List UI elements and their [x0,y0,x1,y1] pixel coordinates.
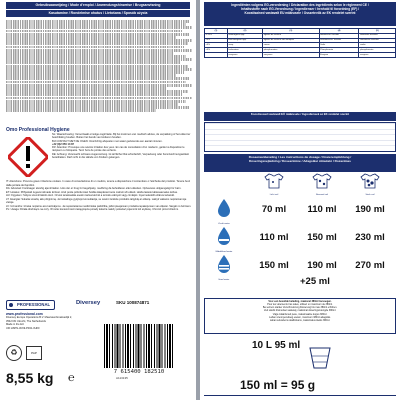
shirt-caption: Normaal vuil [315,194,329,196]
dose-hard-light: 150 ml [259,260,289,271]
table-row [205,52,396,57]
dosage-header-line: Doseeraanbeveling / Les instructions de dosage / Dosierempfehlung / [248,155,352,159]
shirt-caption: Licht vuil [269,194,279,196]
table-cell: nichtionische Tenside [319,38,359,43]
water-medium [204,226,244,254]
dose-hard-heavy: 270 ml [355,260,385,271]
table-header: (5) [359,29,396,34]
table-cell: niet-ionogene opp. [227,38,262,43]
fine-print-block [6,20,192,112]
barcode-number: 7 615400 182510 [113,369,165,375]
language-warning: LV: Uzmanību: Izraisa nopietnu acu kairinājumu. Ja nepieciešama medicīniska palīdzība, jābūt pieejamam produkta iepakojumam vai etiķetei. Sargāt no bērniem. [6,204,192,208]
light-soil-shirt-icon [263,173,285,189]
table-cell: Enzyme [319,52,359,57]
table-cell: savon [263,43,320,48]
table-cell: agents de surface [263,33,320,38]
soil-level-row [204,173,396,197]
table-cell: nonioniske tensider [359,38,396,43]
ingredients-header [204,2,396,26]
table-cell: anionogene opp. [227,33,262,38]
dosage-header [204,154,396,172]
water-caption: Hard water [218,279,230,281]
table-cell: zeep [227,43,262,48]
diversey-logo: Diversey [76,300,101,306]
ingredients-header-line: Ingrediënten volgens EG-verordening / Déclaration des ingrédients selon le règlement CE / [231,3,369,7]
table-header: (2) [227,29,262,34]
dose-medium-normal: 150 ml [307,232,337,243]
shirt-caption: Sterk vuil [365,194,375,196]
barcode-sub: A113135 [116,376,128,380]
instructions-header: Gebruiksaanwijzing / Mode d'emploi / Anwendungshinweise / Brugsanvisning [6,2,190,9]
dosage-header-line: Doseringsvejledning / Doseerimine / Adagolási útmutató / Dozavimas [249,159,351,163]
table-cell: <5% [205,38,228,43]
table-cell: phosphonates [263,48,320,53]
info-line: Lahan szennyezettség esetén, maximum 380ml adagolás. [269,315,331,319]
address-line: Diversey Europe Operations B.V. Maarssenbroeksedijk 2, [6,316,73,320]
volume-weight-ratio: 150 ml = 95 g [240,378,316,392]
table-cell: <5% [205,48,228,53]
language-warning: PL: Uwaga: Działa drażniąco na oczy. W razie konieczności zasięgnięcia porady lekarza należy pokazać pojemnik lub etykietę. Chronić przed dziećmi. [6,208,179,211]
table-cell: anioniske tensider [359,33,396,38]
recycle-icon: ♻ [6,345,22,361]
instructions-header-2: Kasutamine / Rondelmise ohutus / Lietošana / Sposób użycia [6,10,190,17]
dilution-ratio: 10 L 95 ml [252,340,301,351]
table-cell: enzymes [263,52,320,57]
extra-dose: +25 ml [300,276,330,287]
info-line: Ved stærkt tilsmudset vasketøj, maksimal doseringsmængde 380ml. [263,309,337,313]
dose-medium-heavy: 230 ml [355,232,385,243]
normal-soil-shirt-icon [311,173,333,189]
water-drop-hard-icon [215,254,233,274]
water-caption: Middelhard water [215,251,233,253]
address-line: Made in the EU [6,323,24,327]
info-line: Labai nešvariems skalbiniams, maksimalus kiekis 380ml. [269,318,331,322]
address-line: 3542 DN Utrecht, The Netherlands [6,319,46,323]
product-title: Omo Professional Hygiene [6,127,70,133]
warning-line: BIJ CONTACT MET DE OGEN: Voorzichtig afspoelen met water gedurende een aantal minuten. [52,139,163,143]
language-warning: IT: Attenzione: Provoca grave irritazione oculare. In caso di consultazione di un medico, tenere a disposizione il contenitore o l'etichetta del prodotto. Tenere fuori dalla portata dei bambini. [6,180,191,187]
water-hard [204,254,244,282]
ingredients-header-line: Inhaltsstoffe nach EG-Verordnung / Ingredienser i henhold til forordning (EF) / [240,7,360,11]
table-header: (3) [263,29,320,34]
table-cell: Seife [319,43,359,48]
soil-level-normal [300,173,344,197]
table-cell: sæbe [359,43,396,48]
soil-level-heavy [348,173,392,197]
brand-footer [6,298,194,398]
right-panel [200,0,400,400]
warning-line: NL: Waarschuwing: Veroorzaakt ernstige oogirritatie. Bij het inwinnen van medisch advies, de verpakking of het etiket ter beschikking houden. Buiten het bereik van kinderen houden. [52,133,191,140]
dose-soft-light: 70 ml [261,204,287,215]
secondary-ingredients-header: Koostisosad vastavalt EÜ määrusele / Ingrediensek az EK rendelet szerint [204,112,396,121]
table-cell: 5-15% [205,33,228,38]
language-warning: HU: Figyelem: Súlyos szemirritációt okoz. Orvosi tanácsadás esetén tartsa kéznél a termék edényét vagy címkéjét. Gyermekektől elzárva tartandó. [6,194,175,197]
soil-level-light [252,173,296,197]
water-soft [204,198,244,226]
estimated-sign-icon: ℮ [68,372,75,384]
water-drop-soft-icon [215,198,233,218]
company-address [6,313,72,330]
warning-line: DE: Achtung: Verursacht schwere Augenreizung. Ist ärztlicher Rat erforderlich, Verpackung oder Kennzeichnungsetikett bereithalten. Darf nicht in die Hände von Kindern gelangen. [52,152,189,159]
exclamation-hazard-icon [8,137,48,177]
table-cell: fosfonaten [227,48,262,53]
professional-label: PROFESSIONAL [17,302,51,307]
water-caption: Zacht water [218,223,230,225]
table-cell: enzymer [359,52,396,57]
left-panel [0,0,196,400]
table-cell: anionische Tenside [319,33,359,38]
address-line: UFI:HSPN-3C69-P002-VHKF [6,326,40,330]
dose-medium-light: 110 ml [259,232,289,243]
recycle-code-icon: PAP [26,346,42,360]
professional-logo [6,300,55,310]
dose-hard-normal: 190 ml [307,260,337,271]
logo-row [6,298,194,310]
sku-number: SKU 100874871 [116,300,150,305]
heavy-soil-info [204,298,396,334]
info-line: Bei extrem starker Verschmutzung Dosierung bis max 380ml erhöhen. [262,306,338,310]
language-warnings [6,180,194,212]
website-url: www.professional.com [6,312,43,316]
secondary-ingredients-grid [204,122,396,152]
dosage-grid [204,198,396,286]
barcode [96,318,182,380]
barcode-bars [104,324,174,368]
ingredients-table [204,28,396,58]
table-cell: agents de surface non ioniques [263,38,320,43]
dose-soft-heavy: 190 ml [355,204,385,215]
info-line: Väga määrdunud pesu, maksimaalne kogus 380ml. [272,312,328,316]
table-cell [205,52,228,57]
net-weight: 8,55 kg [6,370,54,386]
heavy-soil-shirt-icon [359,173,381,189]
info-line: Voor een bevuilde belading, maatsnel 380ml toevoegen. [268,300,332,303]
ingredients-header-line: Koostisained vastavalt EÜ määrusele / Összetevők az EK rendelet szerint [244,11,356,15]
warning-text [52,133,192,159]
table-cell: phosphonater [359,48,396,53]
professional-dot-icon [9,303,13,307]
dose-soft-normal: 110 ml [307,204,337,215]
water-drop-medium-icon [215,226,233,246]
phone-line: +32 (0)2 650 13 87 [52,142,74,146]
language-warning: LT: Atsargiai: Sukelia smarkų akių dirginimą. Jei reikalinga gydytojo konsultacija, su savimi turėkite produkto talpyklą ar etiketę. Laikyti vaikams neprieinamoje vietoje. [6,197,187,204]
info-line: Pour les vêtements très sales, utilisez un maximum de 380ml. [267,303,333,307]
table-header: (1) [205,29,228,34]
table-cell: Phosphonate [319,48,359,53]
bottom-rule [204,395,396,396]
table-cell: enzymen [227,52,262,57]
warning-line: FR: Attention: Provoque une sévère irritation des yeux. En cas de consultation d'un médecin, garder à disposition le récipient ou l'étiquette. Tenir hors de portée des enfants. [52,146,185,153]
language-warning: ET: Hoiatus: Põhjustab tugevat silmade ärritust. Arsti poole pöördumisel hoidke käepärast toote mahuti või etikett. Hoida lastele kättesaamatus kohas. [6,190,178,194]
language-warning: DA: Advarsel: Forårsager alvorlig øjenirritation. Hvis der er brug for lægehjælp, medbring da beholderen eller etiketten. Opbevares utilgængeligt for børn. [6,187,182,190]
table-cell: <5% [205,43,228,48]
table-header: (4) [319,29,359,34]
